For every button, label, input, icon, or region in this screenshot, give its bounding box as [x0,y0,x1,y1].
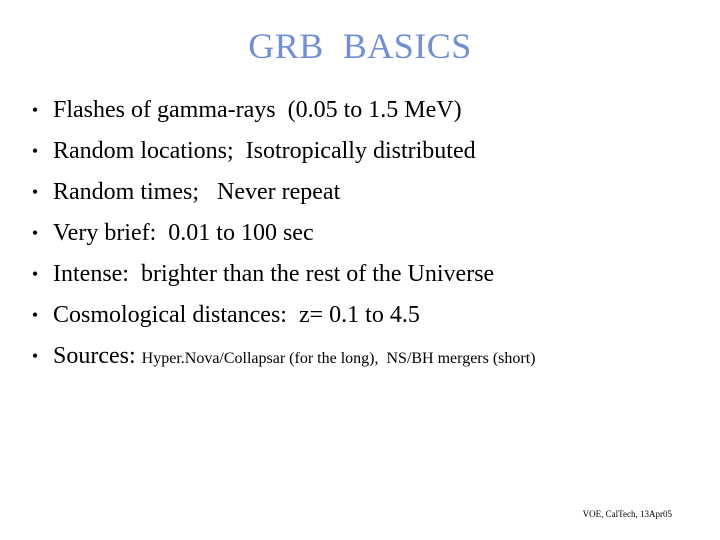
bullet-text: Cosmological distances: z= 0.1 to 4.5 [53,302,420,328]
bullet-text [53,336,536,379]
bullet-item-random-locations [28,131,708,172]
bullet-item-random-times [28,172,708,213]
bullet-item-sources [28,336,708,377]
bullet-text: Flashes of gamma-rays (0.05 to 1.5 MeV) [53,97,462,123]
bullet-text: Random times; Never repeat [53,179,341,205]
bullet-icon: • [31,346,39,366]
slide-title: GRB BASICS [248,26,472,66]
bullet-text: Very brief: 0.01 to 100 sec [53,220,314,246]
bullet-icon: • [31,223,39,243]
bullet-list [28,90,708,377]
sources-label: Sources: [53,343,142,369]
bullet-icon: • [31,100,39,120]
bullet-item-very-brief [28,213,708,254]
bullet-item-gamma-flashes [28,90,708,131]
bullet-text: Intense: brighter than the rest of the Universe [53,261,495,287]
bullet-item-intense [28,254,708,295]
bullet-icon: • [31,141,39,161]
bullet-icon: • [31,182,39,202]
sources-detail: Hyper.Nova/Collapsar (for the long), NS/BH mergers (short) [141,350,536,367]
bullet-item-cosmological-distances [28,295,708,336]
bullet-text: Random locations; Isotropically distributed [53,138,476,164]
bullet-icon: • [31,264,39,284]
bullet-icon: • [31,305,39,325]
footer-note: VOE, CalTech, 13Apr05 [582,509,672,519]
